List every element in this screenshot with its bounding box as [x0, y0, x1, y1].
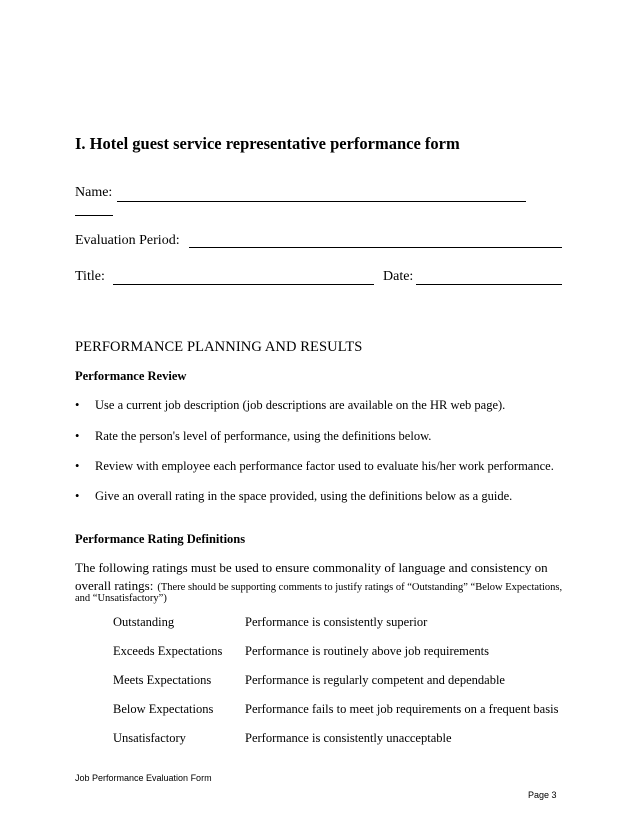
footer-form-name: Job Performance Evaluation Form: [75, 773, 212, 783]
rating-description: Performance fails to meet job requirements on a frequent basis: [245, 702, 559, 716]
rating-description: Performance is consistently unacceptable: [245, 731, 452, 745]
rating-description: Performance is regularly competent and dependable: [245, 673, 505, 687]
footer-page-number: Page 3: [528, 790, 557, 800]
bullet-text: Give an overall rating in the space provided, using the definitions below as a guide.: [95, 489, 513, 503]
bullet-icon: •: [75, 489, 80, 503]
ratings-intro-line-3: and “Unsatisfactory”): [75, 593, 167, 604]
list-item: [75, 398, 505, 413]
list-item: [75, 429, 431, 444]
ratings-intro-note: (There should be supporting comments to justify ratings of “Outstanding” “Below Expectations,: [157, 582, 563, 593]
date-label: Date:: [383, 269, 414, 284]
bullet-icon: •: [75, 398, 80, 412]
bullet-text: Rate the person's level of performance, using the definitions below.: [95, 429, 432, 443]
name-field-line-continued[interactable]: [75, 215, 113, 216]
bullet-icon: •: [75, 459, 80, 473]
rating-term: Exceeds Expectations: [113, 644, 223, 658]
rating-term: Below Expectations: [113, 702, 214, 716]
performance-review-heading: Performance Review: [75, 369, 187, 383]
title-field-line[interactable]: [113, 284, 374, 285]
rating-term: Meets Expectations: [113, 673, 212, 687]
section-heading-planning: PERFORMANCE PLANNING AND RESULTS: [75, 339, 363, 355]
list-item: [75, 489, 512, 504]
bullet-text: Use a current job description (job descriptions are available on the HR web page).: [95, 398, 506, 412]
ratings-intro-main: overall ratings:: [75, 578, 154, 593]
rating-term: Unsatisfactory: [113, 731, 186, 745]
evaluation-period-label: Evaluation Period:: [75, 233, 180, 248]
rating-description: Performance is consistently superior: [245, 615, 428, 629]
title-label: Title:: [75, 269, 105, 284]
bullet-text: Review with employee each performance factor used to evaluate his/her work performance.: [95, 459, 554, 473]
rating-description: Performance is routinely above job requirements: [245, 644, 490, 658]
rating-term: Outstanding: [113, 615, 175, 629]
form-title: I. Hotel guest service representative performance form: [75, 134, 460, 153]
ratings-intro-line-1: The following ratings must be used to ensure commonality of language and consistency on: [75, 560, 548, 575]
date-field-line[interactable]: [416, 284, 562, 285]
bullet-icon: •: [75, 429, 80, 443]
name-label: Name:: [75, 185, 113, 200]
list-item: [75, 459, 554, 474]
evaluation-period-field-line[interactable]: [189, 247, 562, 248]
rating-definitions-heading: Performance Rating Definitions: [75, 532, 246, 546]
name-field-line[interactable]: [117, 201, 526, 202]
